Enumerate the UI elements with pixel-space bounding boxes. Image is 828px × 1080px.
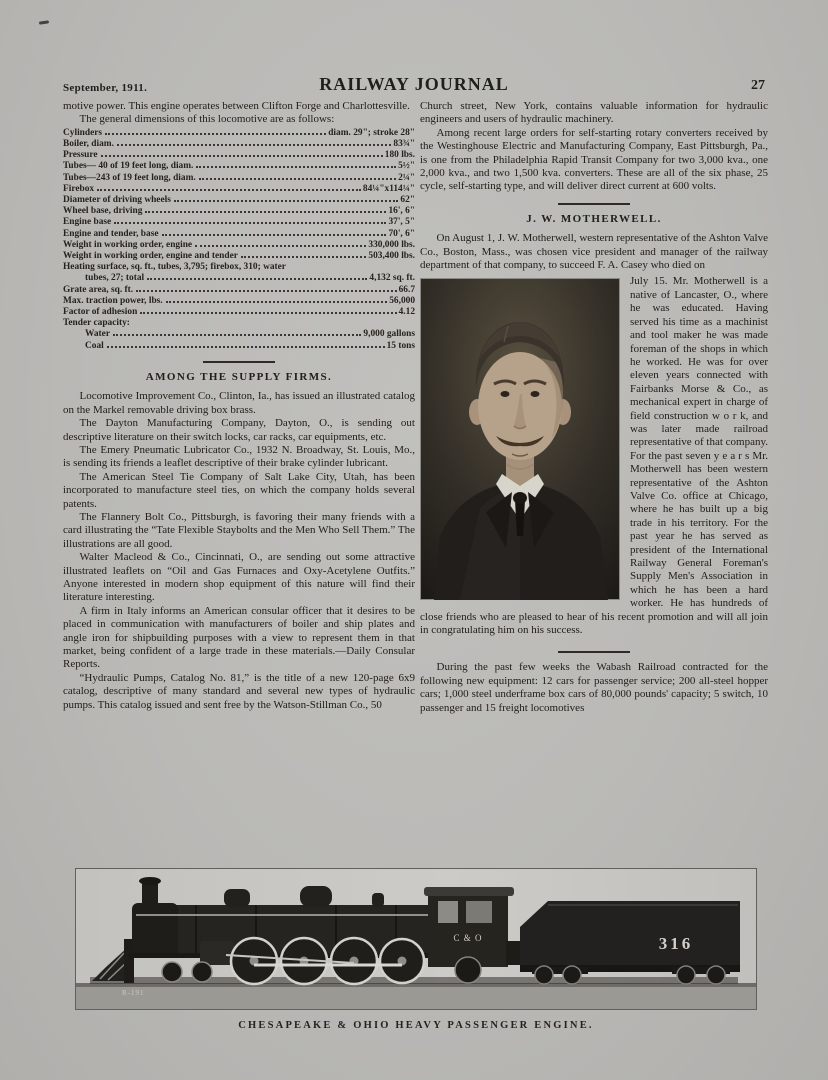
dimension-value: 37', 5"	[388, 217, 415, 228]
page-number: 27	[751, 78, 765, 93]
dimension-row	[63, 341, 415, 352]
dimension-row	[63, 285, 415, 296]
dimension-row	[63, 161, 415, 172]
dimension-label: tubes, 27; total	[85, 273, 145, 284]
issue-date: September, 1911.	[63, 82, 148, 94]
paragraph: The Flannery Bolt Co., Pittsburgh, is favoring their many friends with a card illustrating the “Tate Flexible Staybolts and the Men Who Sell Them.” The illustrations are all good.	[63, 510, 415, 550]
motherwell-portrait-photo	[420, 278, 620, 600]
dimension-value: 83¾"	[393, 139, 415, 150]
dimension-value: 180 lbs.	[384, 150, 415, 161]
dimension-label: Factor of adhesion	[63, 307, 138, 318]
paragraph: Chicago, where he has built up a big trade in his territory. For the past year he has served as president of the International Railway General Foreman's Supply Men's Association in which he has been a hard worker. He has hundreds of close friends who are pleased to hear of his recent promotion and will all join in congratulating him on his success.	[420, 489, 768, 637]
paragraph: A firm in Italy informs an American consular officer that it desires to be placed in communication with manufacturers of boiler and ship plates and angle iron for shipbuilding purposes with a view to represent them in that market, being confident of a large trade in these materials.—Daily Consular Reports.	[63, 604, 415, 671]
dot-leader	[136, 290, 396, 292]
dimension-label: Max. traction power, lbs.	[63, 295, 163, 306]
locomotive-illustration	[76, 869, 756, 1009]
motherwell-heading: J. W. MOTHERWELL.	[526, 212, 662, 225]
photo-reference-mark: R-191	[122, 989, 145, 997]
dot-leader	[105, 133, 326, 135]
paragraph: Locomotive Improvement Co., Clinton, Ia., has issued an illustrated catalog on the Markel removable driving box brass.	[63, 390, 415, 416]
locomotive-figure	[75, 868, 757, 1031]
paragraph: Walter Macleod & Co., Cincinnati, O., are sending out some attractive illustrated leaflets on “Oil and Gas Furnaces and Oxy-Acetylene Outfits.” Anyone interested in modern shop equipment of this nature will find their literature interesting.	[63, 551, 415, 604]
dimension-row	[63, 251, 415, 262]
dot-leader	[140, 312, 396, 314]
cab-label: C & O	[453, 933, 483, 943]
dot-leader	[97, 189, 361, 191]
tender-number: 316	[658, 934, 694, 953]
dimension-label: Diameter of driving wheels	[63, 195, 171, 206]
motherwell-photo-text-wrap	[420, 275, 768, 637]
dimension-value: diam. 29"; stroke 28"	[328, 127, 415, 138]
dimension-row	[63, 173, 415, 184]
dot-leader	[174, 200, 399, 202]
dimension-row	[63, 262, 415, 273]
dot-leader	[199, 178, 396, 180]
dimension-label: Firebox	[63, 183, 95, 194]
dimension-row	[63, 217, 415, 228]
dimension-row	[63, 150, 415, 161]
dimension-label: Wheel base, driving	[63, 206, 143, 217]
dimension-value: 62"	[400, 195, 415, 206]
dimension-row	[63, 229, 415, 240]
dot-leader	[195, 245, 366, 247]
dimension-row	[63, 329, 415, 340]
dimension-row	[63, 139, 415, 150]
dimension-label: Weight in working order, engine	[63, 239, 193, 250]
dimension-row	[63, 296, 415, 307]
paragraph: “Hydraulic Pumps, Catalog No. 81,” is the title of a new 120-page 6x9 catalog, descriptive of many standard and several new types of hydraulic pumps. This catalog issued and sent free by the Watson-Stillman Co., 50	[63, 671, 415, 711]
paragraph: Church street, New York, contains valuable information for hydraulic engineers and users of hydraulic machinery.	[420, 100, 768, 126]
dimension-row	[63, 128, 415, 139]
dimension-value: 84¼"x114¼"	[362, 183, 415, 194]
dimension-value: 70', 6"	[388, 228, 415, 239]
dot-leader	[117, 144, 391, 146]
dimension-value: 56,000	[389, 295, 415, 306]
dimension-label: Coal	[85, 340, 104, 351]
figure-caption: CHESAPEAKE & OHIO HEAVY PASSENGER ENGINE.	[238, 1020, 594, 1031]
dimension-label: Water	[85, 329, 110, 340]
dot-leader	[162, 234, 387, 236]
dimension-label: Grate area, sq. ft.	[63, 284, 134, 295]
dimension-label: Engine and tender, base	[63, 228, 159, 239]
dimension-value: 330,000 lbs.	[368, 239, 415, 250]
paragraph: The general dimensions of this locomotive are as follows:	[79, 113, 335, 126]
paragraph: The Dayton Manufacturing Company, Dayton, O., is sending out descriptive literature on their switch locks, car racks, car equipments, etc.	[63, 417, 415, 443]
dimension-value: 503,400 lbs.	[368, 251, 415, 262]
portrait-illustration	[420, 278, 620, 600]
dimension-row	[63, 307, 415, 318]
journal-title: RAILWAY JOURNAL	[319, 74, 509, 94]
right-top-paragraphs	[420, 100, 768, 194]
scan-artifact-speck	[39, 20, 49, 24]
section-divider	[558, 651, 630, 653]
dot-leader	[107, 346, 385, 348]
section-divider	[203, 361, 275, 363]
dimension-label: Engine base	[63, 217, 112, 228]
dimensions-table	[63, 128, 415, 352]
intro-paragraphs	[63, 100, 415, 127]
dimension-value: 16', 6"	[388, 206, 415, 217]
paragraph: The Emery Pneumatic Lubricator Co., 1932 N. Broadway, St. Louis, Mo., is sending its friends a leaflet descriptive of their brake cylinder lubricant.	[63, 443, 415, 470]
dimension-value: 2¼"	[398, 172, 415, 183]
dimension-value: 15 tons	[386, 340, 415, 351]
dimension-value: 9,000 gallons	[363, 329, 415, 340]
dimension-row	[63, 240, 415, 251]
dimension-value: 66.7	[398, 284, 415, 295]
paragraph: motive power. This engine operates between Clifton Forge and Charlottesville.	[63, 100, 410, 112]
dimension-row	[63, 184, 415, 195]
section-divider	[558, 203, 630, 205]
dot-leader	[101, 155, 383, 157]
dimension-row	[63, 195, 415, 206]
dot-leader	[241, 256, 366, 258]
dimension-label: Weight in working order, engine and tender	[63, 251, 238, 262]
dot-leader	[113, 334, 361, 336]
motherwell-article	[420, 232, 768, 637]
locomotive-photo	[75, 868, 757, 1010]
dot-leader	[166, 301, 388, 303]
dimension-label: Tubes— 40 of 19 feet long, diam.	[63, 161, 194, 172]
left-column	[63, 100, 415, 712]
supply-firms-heading: AMONG THE SUPPLY FIRMS.	[145, 370, 333, 383]
dimension-row	[63, 273, 415, 284]
dimension-label: Boiler, diam.	[63, 139, 114, 150]
paragraph: The American Steel Tie Company of Salt Lake City, Utah, has been incorporated to manufacture steel ties, on which the company holds several patents.	[63, 470, 415, 510]
dimension-label: Tender capacity:	[63, 318, 130, 329]
right-column	[420, 100, 768, 715]
paragraph: Among recent large orders for self-starting rotary converters received by the Westinghouse Electric and Manufacturing Company, East Pittsburgh, Pa., is one from the Philadelphia Rapid Transit Company for two 3,000 kva., one 2,000 kva., and two 1,500 kva. converters. These are all of the six phase, 25 cycle, self-starting type, and will deliver direct current at 600 volts.	[420, 126, 768, 193]
dot-leader	[145, 211, 386, 213]
paragraph: On August 1, J. W. Motherwell, western representative of the Ashton Valve Co., Boston, Mass., was chosen vice president and manager of the railway department of that company, to succeed F. A. Casey who died on	[420, 232, 768, 272]
dot-leader	[114, 222, 386, 224]
dimension-value: 4,132 sq. ft.	[369, 273, 415, 284]
dimension-value: 4.12	[398, 307, 415, 318]
dimension-label: Cylinders	[63, 127, 103, 138]
paragraph: July 15. Mr. Motherwell is a native of Lancaster, O., where he was educated. Having served his time as a machinist and tool maker he was made foreman of the shops in which he worked. He was for over eleven years connected with Fairbanks Morse & Co., as mechanical expert in charge of field construction w o r k, and was later made railroad representative of that company. For the past seven y e a r s Mr. Motherwell has been western representative of the Ashton Valve Co. office at	[630, 275, 768, 502]
dimension-row	[63, 318, 415, 329]
dimension-label: Heating surface, sq. ft., tubes, 3,795; firebox, 310; water	[63, 262, 286, 273]
wabash-paragraph: During the past few weeks the Wabash Railroad contracted for the following new equipment: 12 cars for passenger service; 200 all-steel hopper cars; 1,000 steel underframe box cars of 80,000 pounds' capacity; 5 switch, 10 passenger and 15 freight locomotives	[420, 661, 768, 714]
dimension-label: Pressure	[63, 150, 98, 161]
dimension-row	[63, 206, 415, 217]
dot-leader	[147, 278, 367, 280]
dimension-value: 5½"	[398, 161, 415, 172]
dimension-label: Tubes—243 of 19 feet long, diam.	[63, 172, 196, 183]
dot-leader	[196, 166, 396, 168]
supply-firms-paragraphs	[63, 390, 415, 712]
